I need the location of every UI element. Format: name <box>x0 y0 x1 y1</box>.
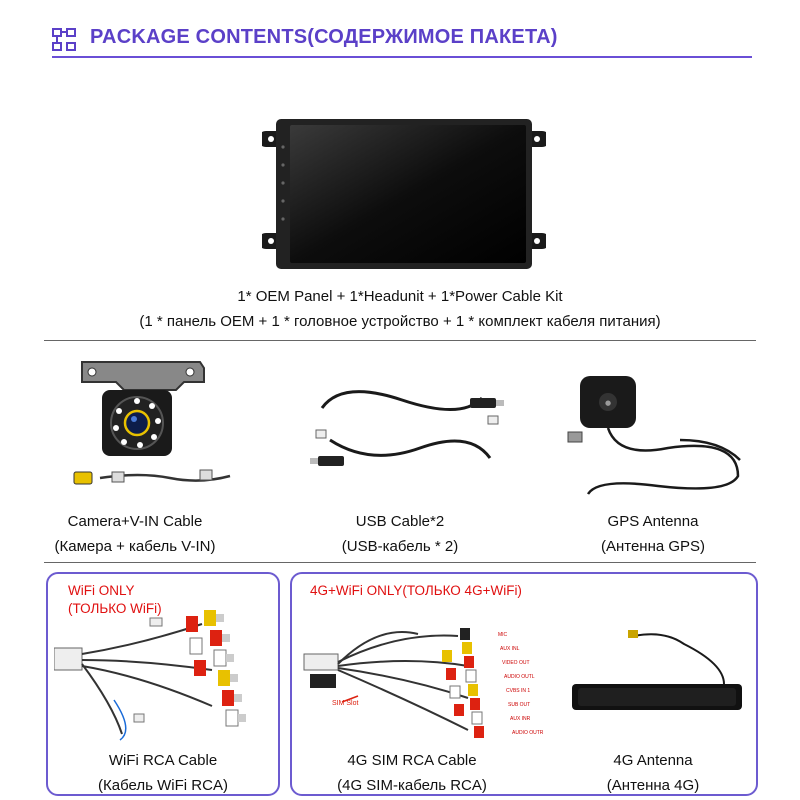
lte-antenna-caption-line2: (Антенна 4G) <box>606 777 700 794</box>
usb-cable-image <box>310 378 510 488</box>
wifi-rca-caption-line2: (Кабель WiFi RCA) <box>98 777 228 794</box>
wifi-panel <box>46 572 280 796</box>
usb-caption-line1: USB Cable*2 <box>355 513 445 530</box>
rca-label-0: MIC <box>498 632 508 638</box>
rca-label-6: AUX INR <box>510 716 531 722</box>
sim-rca-caption <box>292 748 532 798</box>
usb-caption <box>295 509 505 559</box>
rca-label-7: AUDIO OUTR <box>512 730 544 736</box>
gps-caption <box>548 509 758 559</box>
rca-label-4: CVBS IN 1 <box>506 688 531 694</box>
gps-caption-line1: GPS Antenna <box>607 513 699 530</box>
main-unit-caption <box>0 284 800 334</box>
lte-antenna-caption <box>558 748 748 798</box>
divider-top <box>44 340 756 341</box>
lte-antenna-caption-line1: 4G Antenna <box>613 752 693 769</box>
wifi-badge-line1: WiFi ONLY <box>68 583 135 598</box>
rca-label-2: VIDEO OUT <box>502 660 530 666</box>
rca-label-1: AUX INL <box>500 646 520 652</box>
camera-caption <box>30 509 240 559</box>
wifi-rca-cable-image <box>54 604 272 742</box>
camera-caption-line2: (Камера + кабель V-IN) <box>54 538 216 555</box>
lte-panel <box>290 572 758 796</box>
section-header <box>52 24 752 58</box>
camera-caption-line1: Camera+V-IN Cable <box>67 513 203 530</box>
main-unit-caption-line1: 1* OEM Panel + 1*Headunit + 1*Power Cable Kit <box>237 288 563 305</box>
svg-text:●: ● <box>604 399 612 407</box>
sim-rca-cable-image <box>300 624 540 742</box>
main-unit-caption-line2: (1 * панель OEM + 1 * головное устройство + 1 * комплект кабеля питания) <box>139 313 661 330</box>
headunit-image <box>262 117 546 271</box>
lte-antenna-image <box>562 628 746 720</box>
wifi-badge-line2: (ТОЛЬКО WiFi) <box>68 601 162 616</box>
divider-bottom <box>44 562 756 563</box>
camera-image <box>70 352 240 502</box>
usb-caption-line2: (USB-кабель * 2) <box>341 538 459 555</box>
sim-rca-caption-line2: (4G SIM-кабель RCA) <box>337 777 487 794</box>
rca-label-3: AUDIO OUTL <box>504 674 535 680</box>
wifi-rca-caption <box>48 748 278 798</box>
page-title: PACKAGE CONTENTS(СОДЕРЖИМОЕ ПАКЕТА) <box>90 26 558 48</box>
rca-label-5: SUB OUT <box>508 702 531 708</box>
sim-rca-caption-line1: 4G SIM RCA Cable <box>347 752 477 769</box>
wifi-rca-caption-line1: WiFi RCA Cable <box>108 752 218 769</box>
lte-only-badge: 4G+WiFi ONLY(ТОЛЬКО 4G+WiFi) <box>310 583 522 598</box>
gps-antenna-image <box>560 370 750 498</box>
sim-slot-label: SIM Slot <box>332 700 359 707</box>
header-underline <box>52 56 752 58</box>
grid-icon <box>52 28 80 54</box>
gps-caption-line2: (Антенна GPS) <box>600 538 706 555</box>
